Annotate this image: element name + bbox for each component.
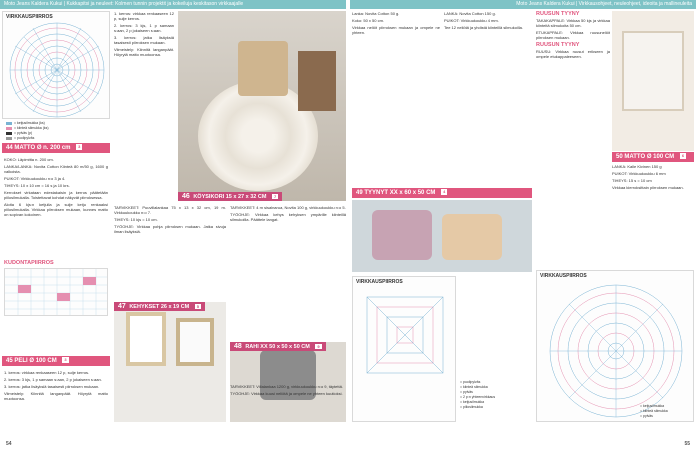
legend-item: = puolipylväs [6, 136, 110, 141]
basket-image [238, 41, 288, 96]
legend-item: = puolipylväs [460, 380, 481, 384]
text-column-4 [230, 205, 346, 305]
diagram-drawing [353, 277, 456, 422]
section-44-bar: 44 MATTO Ø n. 200 cm 3 [2, 143, 110, 153]
text-column-2 [114, 11, 174, 191]
paragraph: Aloita 6 kjs:n ketjulla ja sulje ketju renkaaksi piilosilmukalla. Virkkaa piirroksen mukaan, kunnes matto on sopivan kokoinen. [4, 202, 108, 217]
stool-image [298, 51, 336, 111]
page-header-left: Moto Jeans Kaldera Kukui | Kukkapitsi ja neuleet: Kolmen tunnin projektit ja kokeiluja keskitason virkkaajalle [0, 0, 346, 9]
legend-item: = pylväs [460, 390, 473, 394]
paragraph: PUIKOT: Virkkuukoukku 6 mm [612, 171, 666, 176]
paragraph: PUIKOT: Virkkuukoukku n:o 3 ja 4. [4, 176, 66, 181]
photo-tyynyt [352, 200, 532, 272]
paragraph: 2. kerros: 3 kjs, 1 p samaan s:aan, 2 p jokaiseen s:aan. [4, 377, 102, 382]
legend-item: = kiinteä silmukka (ks) [6, 126, 110, 131]
knitting-chart [4, 268, 108, 316]
section-50-bar: 50 MATTO Ø 100 CM 6 [612, 152, 694, 162]
paragraph: TARVIKKEET: 4 m sisalnarua, Novita 100 g, virkkuukoukku n:o 5. [230, 205, 346, 210]
paragraph: TYÖOHJE: Virkkaa kuusi neliötä ja ompele ne yhteen kuutioksi. [230, 391, 343, 396]
paragraph: Viimeistely: Kiinnitä langanpäät. Höyrytä matto muotoonsa. [114, 47, 174, 57]
paragraph: LANKA: Novita Cotton 150 g. [444, 11, 496, 16]
section-title: RUUSUN TYYNY [536, 42, 580, 48]
paragraph: PUIKOT: Virkkuukoukku 4 mm. [444, 18, 499, 23]
paragraph: LANKA/LANKA: Novita Cotton Kiinteä 80 m/50 g, 1600 g valkoista. [4, 164, 108, 174]
hook-icon: 4 [443, 189, 446, 195]
crochet-diagram-left [2, 11, 110, 119]
photo-pillow-top [612, 11, 694, 151]
paragraph: Viimeistely: Kiinnitä langanpäät. Höyrytä matto muotoonsa. [4, 391, 108, 401]
paragraph: TIHEYS: 10 kjs = 10 cm. [114, 217, 158, 222]
diagram-title: VIRKKAUSPIIRROS [356, 279, 403, 285]
hook-icon: 3 [64, 357, 67, 363]
kudontapiirros-title: KUDONTAPIIRROS [4, 260, 54, 266]
diagram-legend-right-1 [460, 380, 530, 410]
paragraph: Kerrokset virkataan edestakaisin ja kerros päätetään piilosilmukalla. Toistettavat kohdat näkyvät piirroksessa. [4, 190, 108, 200]
paragraph: Tee 12 neliötä ja yhdistä kiinteillä silmukoilla. [444, 25, 523, 30]
hook-icon: 7 [273, 194, 277, 199]
legend-item: = kiinteä silmukka [640, 409, 668, 413]
paragraph: RUUSU: Virkkaa ruusut erikseen ja ompele etukappaleeseen. [536, 49, 610, 59]
hook-icon: 3 [78, 144, 81, 150]
paragraph: Virkkaa neliöt piirroksen mukaan ja ompele ne yhteen. [352, 25, 440, 35]
photo-kehykset [114, 302, 226, 422]
text-column-5 [230, 384, 346, 434]
section-47-label: 47 KEHYKSET 26 x 19 CM 5 [114, 302, 205, 311]
text-column-1b [4, 370, 108, 440]
paragraph: LANKA: Kalle Kivinen 150 g [612, 164, 662, 169]
diagram-title: VIRKKAUSPIIRROS [540, 273, 587, 279]
right-text-column-1 [352, 11, 440, 186]
legend-item: = kiinteä silmukka [460, 385, 488, 389]
paragraph: 3. kerros: jatka lisäyksiä tasaisesti piirroksen mukaan. [4, 384, 100, 389]
text-column-3 [114, 205, 226, 305]
paragraph: TARVIKKEET: Villalankaa 1200 g, virkkuukoukku n:o 9, täytettä. [230, 384, 343, 389]
hook-icon: 9 [317, 344, 320, 349]
page-header-right: Moto Jeans Kaldera Kukui | Virkkausohjeet, neuleohjeet, ideoita ja mallineuleita [350, 0, 696, 9]
right-text-column-4 [612, 164, 694, 264]
section-48-label: 48 RAHI XX 50 x 50 x 50 CM 9 [230, 342, 326, 351]
paragraph: 1. kerros: virkkaa renkaaseen 12 p, sulje kerros. [114, 11, 174, 21]
section-title: RUUSUN TYYNY [536, 11, 580, 17]
paragraph: TYÖOHJE: Virkkaa kehys kehyksen ympärille kiinteillä silmukoilla. Päättele langat. [230, 212, 346, 222]
paragraph: ETUKAPPALE: Virkkaa ruusuneliöt piirroksen mukaan. [536, 30, 610, 40]
legend-item: = 2 p:n yhteenvirkkaus [460, 395, 496, 399]
paragraph: 2. kerros: 3 kjs, 1 p samaan s:aan, 2 p jokaiseen s:aan. [114, 23, 174, 33]
hook-icon: 5 [196, 304, 200, 309]
crochet-diagram-right-1 [352, 276, 456, 422]
paragraph: TAKAKAPPALE: Virkkaa 50 kjs ja virkkaa kiinteitä silmukoita 50 cm. [536, 18, 610, 28]
section-49-bar: 49 TYYNYT XX x 60 x 50 CM 4 [352, 188, 532, 198]
paragraph: TIHEYS: 15 s = 10 cm [612, 178, 652, 183]
diagram-drawing [537, 271, 694, 422]
right-text-column-2 [444, 11, 532, 186]
paragraph: Koko: 50 x 50 cm. [352, 18, 385, 23]
diagram-drawing [3, 12, 110, 119]
text-column-1 [4, 157, 108, 257]
legend-item: = ketjusilmukka [460, 400, 485, 404]
knitting-grid [5, 269, 108, 316]
right-text-column-3 [536, 11, 610, 161]
diagram-legend-right-2 [640, 404, 694, 419]
diagram-title: VIRKKAUSPIIRROS [6, 14, 53, 20]
pillow-image [622, 31, 684, 111]
pillow-image [442, 214, 502, 260]
paragraph: 1. kerros: virkkaa renkaaseen 12 p, sulje kerros. [4, 370, 90, 375]
legend-item: = pylväs (p) [6, 131, 110, 136]
legend-item: = piilosilmukka [460, 405, 483, 409]
page-number-left: 54 [6, 441, 12, 447]
paragraph: Virkkaa kierroksittain piirroksen mukaan. [612, 185, 684, 190]
photo-koysikori [178, 11, 346, 201]
paragraph: TARVIKKEET: Puuvillalankaa 75 x 13 x 32 cm, 19 m. Virkkuukoukku n:o 7. [114, 205, 226, 215]
page-number-right: 55 [684, 441, 690, 447]
crochet-diagram-right-2 [536, 270, 694, 422]
legend-item: = ketjusilmukka [640, 404, 665, 408]
legend-item: = ketjusilmukka (ks) [6, 121, 110, 126]
paragraph: Lanka: Novita Cotton 50 g. [352, 11, 400, 16]
section-45-bar: 45 PELI Ø 100 CM 3 [2, 356, 110, 366]
paragraph: KOKO: Läpimitta n. 200 cm. [4, 157, 54, 162]
section-46-label: 46 KÖYSIKORI 15 x 27 x 32 CM 7 [178, 192, 282, 201]
hook-icon: 6 [681, 153, 685, 159]
legend-item: = pylväs [640, 414, 653, 418]
paragraph: 3. kerros: jatka lisäyksiä tasaisesti piirroksen mukaan. [114, 35, 174, 45]
paragraph: TIHEYS: 10 x 10 cm = 16 s ja 10 krs. [4, 183, 70, 188]
pillow-image [372, 210, 432, 260]
diagram-legend-left [6, 121, 110, 141]
frame-image [126, 312, 166, 366]
paragraph: TYÖOHJE: Virkkaa pohja piirroksen mukaan. Jatka sivuja ilman lisäyksiä. [114, 224, 226, 234]
frame-image [176, 318, 214, 366]
